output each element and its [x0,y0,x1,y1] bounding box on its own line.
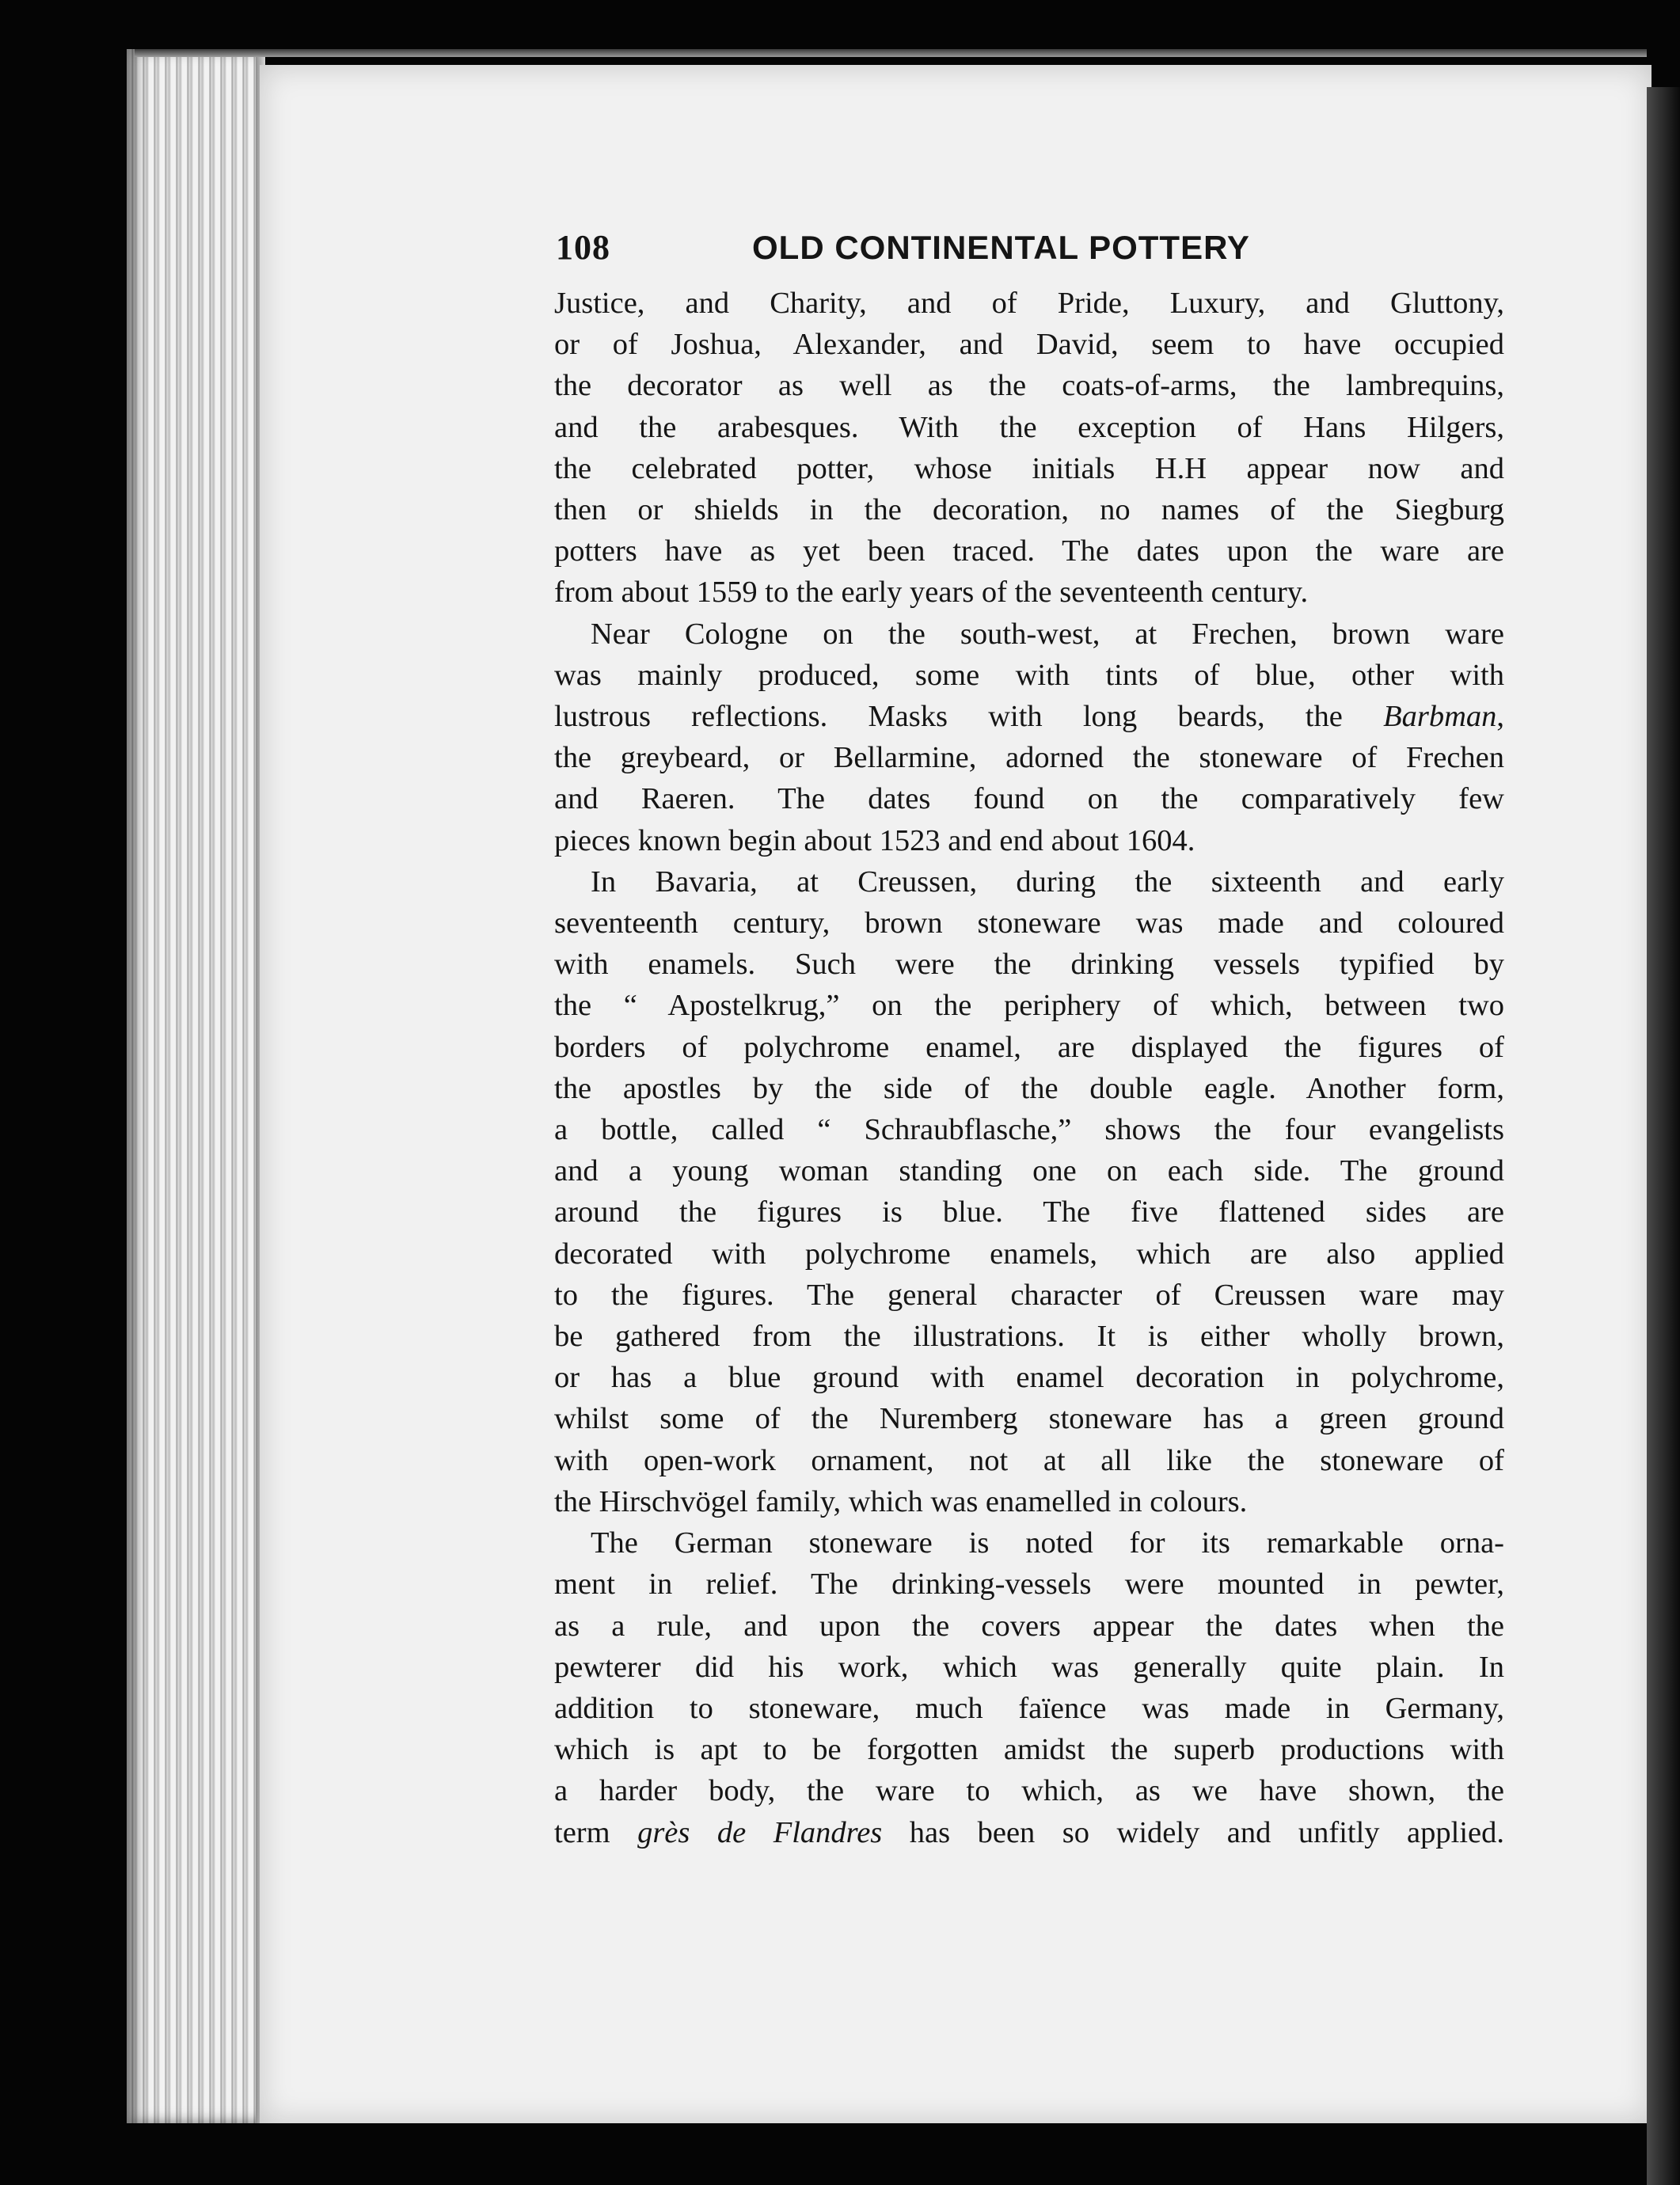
text-line: whilst some of the Nuremberg stoneware has a green ground [554,1402,1504,1436]
running-head [554,226,1504,270]
text-line: from about 1559 to the early years of the seventeenth century. [554,576,1309,610]
text-line: the apostles by the side of the double eagle. Another form, [554,1071,1504,1105]
text-line: borders of polychrome enamel, are displayed the figures of [554,1030,1504,1064]
text-line: a bottle, called “ Schraubflasche,” shows the four evangelists [554,1113,1504,1147]
text-line: around the figures is blue. The five flattened sides are [554,1195,1504,1229]
italic-term: grès de Flandres [637,1815,883,1849]
text-line: the decorator as well as the coats-of-arms, the lambrequins, [554,369,1504,403]
text-line: the Hirschvögel family, which was enamelled in colours. [554,1484,1248,1518]
text-line: a harder body, the ware to which, as we have shown, the [554,1774,1504,1808]
paragraph-2 [554,614,1504,861]
book-top-edge [135,49,1647,57]
text-line: and the arabesques. With the exception of Hans Hilgers, [554,410,1504,444]
text-line: and Raeren. The dates found on the comparatively few [554,782,1504,816]
text-line: Justice, and Charity, and of Pride, Luxury, and Gluttony, [554,287,1504,320]
text-line: to the figures. The general character of Creussen ware may [554,1278,1504,1312]
text-line: lustrous reflections. Masks with long beards, the Barbman, [554,700,1504,734]
text-line: with enamels. Such were the drinking vessels typified by [554,948,1504,982]
text-line: and a young woman standing one on each side. The ground [554,1154,1504,1188]
text-line: The German stoneware is noted for its remarkable orna- [591,1526,1504,1560]
text-line: was mainly produced, some with tints of blue, other with [554,658,1504,692]
text-line: ment in relief. The drinking-vessels were mounted in pewter, [554,1568,1504,1602]
text-line: be gathered from the illustrations. It is either wholly brown, [554,1320,1504,1354]
text-line: which is apt to be forgotten amidst the superb productions with [554,1733,1504,1767]
text-line: the “ Apostelkrug,” on the periphery of which, between two [554,989,1504,1023]
text-line: decorated with polychrome enamels, which are also applied [554,1237,1504,1271]
italic-term: Barbman [1383,700,1497,734]
paragraph-1 [554,283,1504,614]
text-line: with open-work ornament, not at all like the stoneware of [554,1443,1504,1477]
page-edges [127,49,265,2123]
text-line: pieces known begin about 1523 and end about 1604. [554,823,1195,857]
paragraph-4 [554,1522,1504,1853]
text-line: potters have as yet been traced. The dates upon the ware are [554,534,1504,568]
paragraph-3 [554,861,1504,1522]
text-line: Near Cologne on the south-west, at Frechen, brown ware [591,617,1504,651]
page-text [554,226,1504,1853]
text-line: the celebrated potter, whose initials H.H appear now and [554,451,1504,485]
text-line: or of Joshua, Alexander, and David, seem to have occupied [554,328,1504,362]
book-right-edge [1647,87,1680,2185]
text-line: or has a blue ground with enamel decoration in polychrome, [554,1361,1504,1395]
text-line: as a rule, and upon the covers appear the dates when the [554,1609,1504,1643]
page-title: OLD CONTINENTAL POTTERY [752,229,1250,266]
text-line: pewterer did his work, which was generally quite plain. In [554,1650,1504,1684]
text-line: In Bavaria, at Creussen, during the sixteenth and early [591,864,1504,899]
text-line: addition to stoneware, much faïence was made in Germany, [554,1691,1504,1725]
text-line: the greybeard, or Bellarmine, adorned the stoneware of Frechen [554,741,1504,775]
text-line: then or shields in the decoration, no names of the Siegburg [554,493,1504,527]
page-number: 108 [556,228,610,267]
text-line: term grès de Flandres has been so widely and unfitly applied. [554,1815,1504,1849]
text-line: seventeenth century, brown stoneware was made and coloured [554,906,1504,940]
